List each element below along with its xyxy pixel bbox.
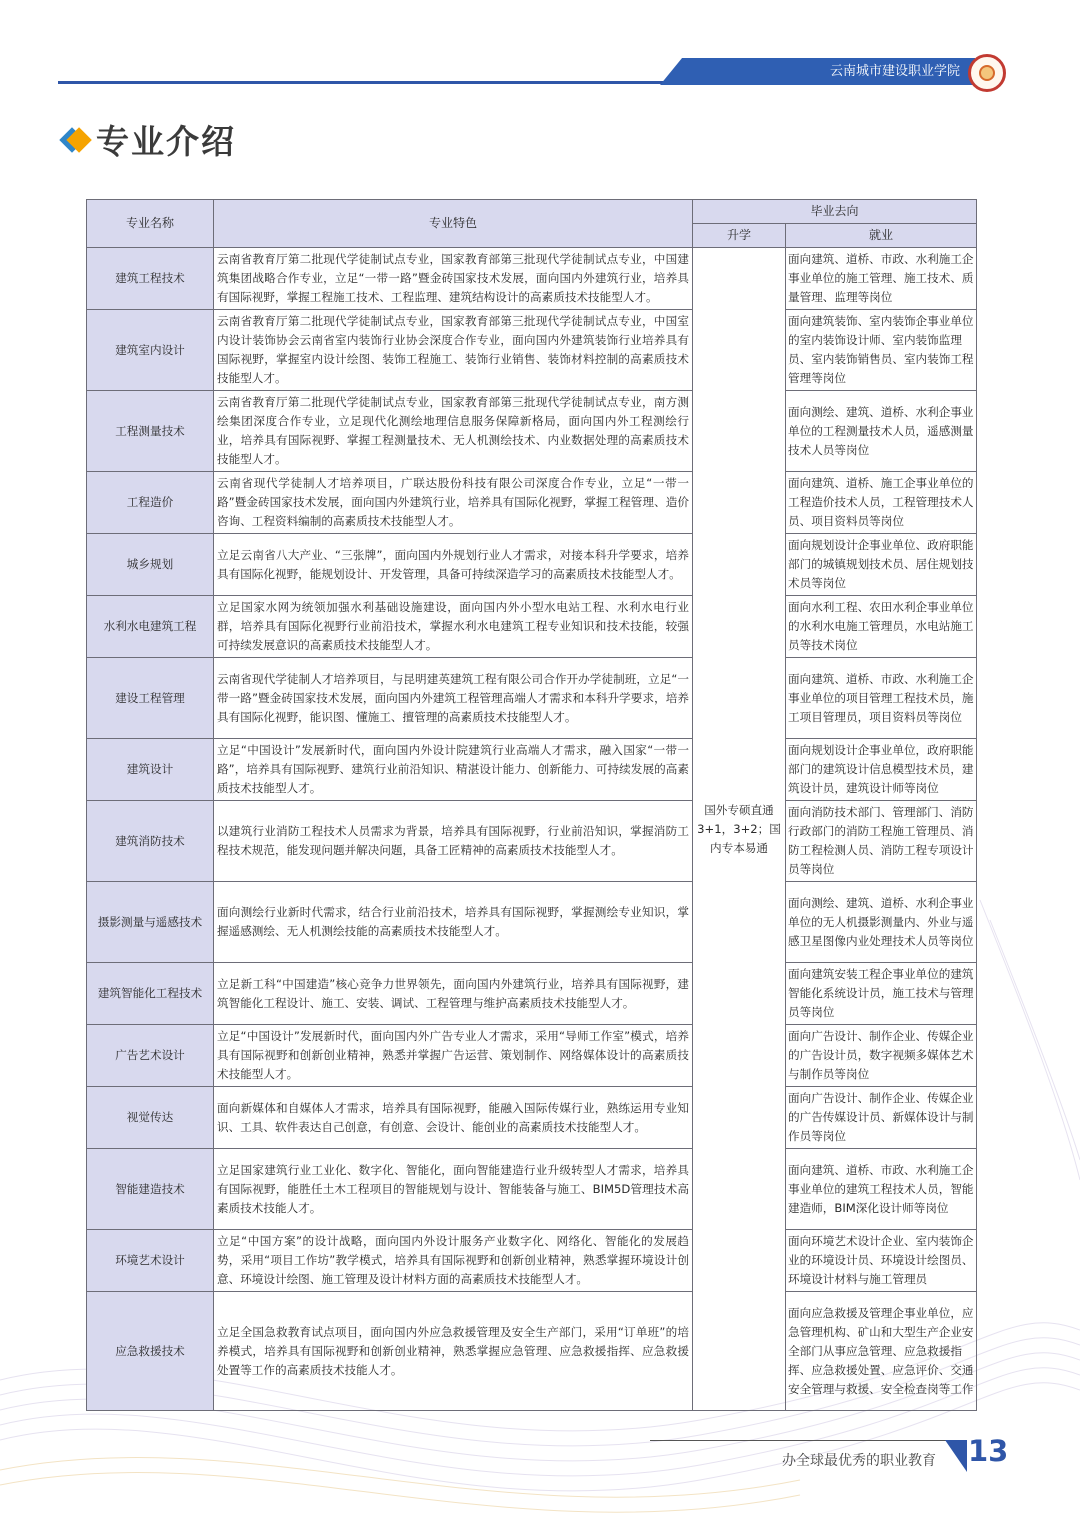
header-destination: 毕业去向 — [693, 200, 977, 224]
major-feature-cell: 立足“中国设计”发展新时代，面向国内外广告专业人才需求，采用“导师工作室”模式，培养具有国际视野和创新创业精神，熟悉并掌握广告运营、策划制作、网络媒体设计的高素质技术技能型人才。 — [214, 1025, 693, 1087]
major-feature-cell: 立足全国急救教育试点项目，面向国内外应急救援管理及安全生产部门，采用“订单班”的培养模式，培养具有国际视野和创新创业精神，熟悉掌握应急管理、应急救援指挥、应急救援处置等工作的高素质技术技能人才。 — [214, 1292, 693, 1411]
major-feature-cell: 云南省现代学徒制人才培养项目，与昆明建英建筑工程有限公司合作开办学徒制班，立足“一带一路”暨金砖国家技术发展，面向国内外建筑工程管理高端人才需求和本科升学要求，培养具有国际化视野，能识图、懂施工、擅管理的高素质技术技能型人才。 — [214, 658, 693, 739]
major-name-cell: 工程测量技术 — [87, 391, 214, 472]
employment-cell: 面向广告设计、制作企业、传媒企业的广告设计员，数字视频多媒体艺术与制作员等岗位 — [786, 1025, 977, 1087]
footer-rule — [650, 1440, 948, 1441]
table-row — [87, 391, 977, 472]
table-row — [87, 882, 977, 963]
major-feature-cell: 云南省教育厅第二批现代学徒制试点专业，国家教育部第三批现代学徒制试点专业，南方测绘集团深度合作专业，立足现代化测绘地理信息服务保障新格局，面向国内外工程测绘行业，培养具有国际视野、掌握工程测量技术、无人机测绘技术、内业数据处理的高素质技术技能型人才。 — [214, 391, 693, 472]
major-name-cell: 应急救援技术 — [87, 1292, 214, 1411]
further-study-cell: 国外专硕直通3+1，3+2；国内专本易通 — [693, 248, 786, 1411]
employment-cell: 面向建筑、道桥、市政、水利施工企事业单位的施工管理、施工技术、质量管理、监理等岗位 — [786, 248, 977, 310]
major-name-cell: 建筑设计 — [87, 739, 214, 801]
major-name-cell: 建设工程管理 — [87, 658, 214, 739]
major-feature-cell: 立足国家水网为统领加强水利基础设施建设，面向国内外小型水电站工程、水利水电行业群，培养具有国际化视野行业前沿技术，掌握水利水电建筑工程专业知识和技术技能，较强可持续发展意识的高素质技术技能型人才。 — [214, 596, 693, 658]
table-row — [87, 1025, 977, 1087]
major-name-cell: 建筑工程技术 — [87, 248, 214, 310]
major-name-cell: 视觉传达 — [87, 1087, 214, 1149]
table-row — [87, 739, 977, 801]
table-row — [87, 596, 977, 658]
major-name-cell: 建筑消防技术 — [87, 801, 214, 882]
employment-cell: 面向水利工程、农田水利企事业单位的水利水电施工管理员，水电站施工员等技术岗位 — [786, 596, 977, 658]
majors-table — [86, 199, 977, 1411]
employment-cell: 面向消防技术部门、管理部门、消防行政部门的消防工程施工管理员、消防工程检测人员、消防工程专项设计员等岗位 — [786, 801, 977, 882]
employment-cell: 面向应急救援及管理企事业单位，应急管理机构、矿山和大型生产企业安全部门从事应急管理、应急救援指挥、应急救援处置、应急评价、交通安全管理与救援、安全检查岗等工作 — [786, 1292, 977, 1411]
table-row — [87, 963, 977, 1025]
table-row — [87, 248, 977, 310]
major-feature-cell: 云南省教育厅第二批现代学徒制试点专业，国家教育部第三批现代学徒制试点专业，中国建筑集团战略合作专业，立足“一带一路”暨金砖国家技术发展，面向国内外建筑行业，培养具有国际视野，掌握工程施工技术、工程监理、建筑结构设计的高素质技术技能型人才。 — [214, 248, 693, 310]
major-feature-cell: 云南省现代学徒制人才培养项目，广联达股份科技有限公司深度合作专业，立足“一带一路”暨金砖国家技术发展，面向国内外建筑行业，培养具有国际化视野，掌握工程管理、造价咨询、工程资料编制的高素质技术技能型人才。 — [214, 472, 693, 534]
major-feature-cell: 立足国家建筑行业工业化、数字化、智能化，面向智能建造行业升级转型人才需求，培养具有国际视野，能胜任土木工程项目的智能规划与设计、智能装备与施工、BIM5D管理技术高素质技术技能人才。 — [214, 1149, 693, 1230]
major-name-cell: 城乡规划 — [87, 534, 214, 596]
major-feature-cell: 立足云南省八大产业、“三张牌”，面向国内外规划行业人才需求，对接本科升学要求，培养具有国际化视野，能规划设计、开发管理，具备可持续深造学习的高素质技术技能型人才。 — [214, 534, 693, 596]
major-feature-cell: 面向测绘行业新时代需求，结合行业前沿技术，培养具有国际视野，掌握测绘专业知识，掌握遥感测绘、无人机测绘技能的高素质技术技能型人才。 — [214, 882, 693, 963]
major-feature-cell: 立足“中国设计”发展新时代，面向国内外设计院建筑行业高端人才需求，融入国家“一带一路”，培养具有国际视野、建筑行业前沿知识、精湛设计能力、创新能力、可持续发展的高素质技术技能型人才。 — [214, 739, 693, 801]
school-name: 云南城市建设职业学院 — [829, 64, 960, 79]
employment-cell: 面向测绘、建筑、道桥、水利企事业单位的无人机摄影测量内、外业与遥感卫星图像内业处理技术人员等岗位 — [786, 882, 977, 963]
table-body — [87, 248, 977, 1411]
table-row — [87, 801, 977, 882]
table-row — [87, 1087, 977, 1149]
major-feature-cell: 以建筑行业消防工程技术人员需求为背景，培养具有国际视野，行业前沿知识，掌握消防工程技术规范，能发现问题并解决问题，具备工匠精神的高素质技术技能型人才。 — [214, 801, 693, 882]
header-major-name: 专业名称 — [87, 200, 214, 248]
major-name-cell: 建筑智能化工程技术 — [87, 963, 214, 1025]
header-employment: 就业 — [786, 224, 977, 248]
page-title: 专业介绍 — [96, 122, 236, 161]
major-name-cell: 水利水电建筑工程 — [87, 596, 214, 658]
table-row — [87, 1230, 977, 1292]
table-row — [87, 472, 977, 534]
employment-cell: 面向广告设计、制作企业、传媒企业的广告传媒设计员、新媒体设计与制作员等岗位 — [786, 1087, 977, 1149]
header-major-feature: 专业特色 — [214, 200, 693, 248]
major-name-cell: 环境艺术设计 — [87, 1230, 214, 1292]
major-feature-cell: 立足新工科“中国建造”核心竞争力世界领先，面向国内外建筑行业，培养具有国际视野，建筑智能化工程设计、施工、安装、调试、工程管理与维护高素质技术技能型人才。 — [214, 963, 693, 1025]
page-number: 13 — [968, 1434, 1009, 1468]
employment-cell: 面向建筑、道桥、施工企事业单位的工程造价技术人员，工程管理技术人员、项目资料员等岗位 — [786, 472, 977, 534]
major-feature-cell: 立足“中国方案”的设计战略，面向国内外设计服务产业数字化、网络化、智能化的发展趋势，采用“项目工作坊”教学模式，培养具有国际视野和创新创业精神，熟悉掌握环境设计创意、环境设计绘图、施工管理及设计材料方面的高素质技术技能型人才。 — [214, 1230, 693, 1292]
school-logo — [968, 54, 1006, 92]
employment-cell: 面向建筑装饰、室内装饰企事业单位的室内装饰设计师、室内装饰监理员、室内装饰销售员、室内装饰工程管理等岗位 — [786, 310, 977, 391]
table-row — [87, 1149, 977, 1230]
employment-cell: 面向环境艺术设计企业、室内装饰企业的环境设计员、环境设计绘图员、环境设计材料与施工管理员 — [786, 1230, 977, 1292]
header-rule — [58, 81, 678, 84]
employment-cell: 面向建筑、道桥、市政、水利施工企事业单位的建筑工程技术人员，智能建造师，BIM深化设计师等岗位 — [786, 1149, 977, 1230]
major-feature-cell: 云南省教育厅第二批现代学徒制试点专业，国家教育部第三批现代学徒制试点专业，中国室内设计装饰协会云南省室内装饰行业协会深度合作专业，面向国内外建筑装饰行业培养具有国际视野，掌握室内设计绘图、装饰工程施工、装饰行业销售、装饰材料控制的高素质技术技能型人才。 — [214, 310, 693, 391]
footer-triangle — [945, 1440, 967, 1472]
major-name-cell: 摄影测量与遥感技术 — [87, 882, 214, 963]
table-row — [87, 658, 977, 739]
major-name-cell: 工程造价 — [87, 472, 214, 534]
major-name-cell: 广告艺术设计 — [87, 1025, 214, 1087]
employment-cell: 面向规划设计企事业单位、政府职能部门的城镇规划技术员、居住规划技术员等岗位 — [786, 534, 977, 596]
employment-cell: 面向规划设计企事业单位，政府职能部门的建筑设计信息模型技术员，建筑设计员，建筑设计师等岗位 — [786, 739, 977, 801]
table-row — [87, 310, 977, 391]
employment-cell: 面向测绘、建筑、道桥、水利企事业单位的工程测量技术人员，遥感测量技术人员等岗位 — [786, 391, 977, 472]
footer-slogan: 办全球最优秀的职业教育 — [782, 1453, 936, 1469]
table-row — [87, 534, 977, 596]
table-row — [87, 1292, 977, 1411]
major-name-cell: 建筑室内设计 — [87, 310, 214, 391]
employment-cell: 面向建筑安装工程企事业单位的建筑智能化系统设计员，施工技术与管理员等岗位 — [786, 963, 977, 1025]
major-feature-cell: 面向新媒体和自媒体人才需求，培养具有国际视野，能融入国际传媒行业，熟练运用专业知识、工具、软件表达自己创意，有创意、会设计、能创业的高素质技术技能型人才。 — [214, 1087, 693, 1149]
major-name-cell: 智能建造技术 — [87, 1149, 214, 1230]
header-further-study: 升学 — [693, 224, 786, 248]
diamond-icon — [59, 127, 84, 152]
employment-cell: 面向建筑、道桥、市政、水利施工企事业单位的项目管理工程技术员，施工项目管理员，项目资料员等岗位 — [786, 658, 977, 739]
